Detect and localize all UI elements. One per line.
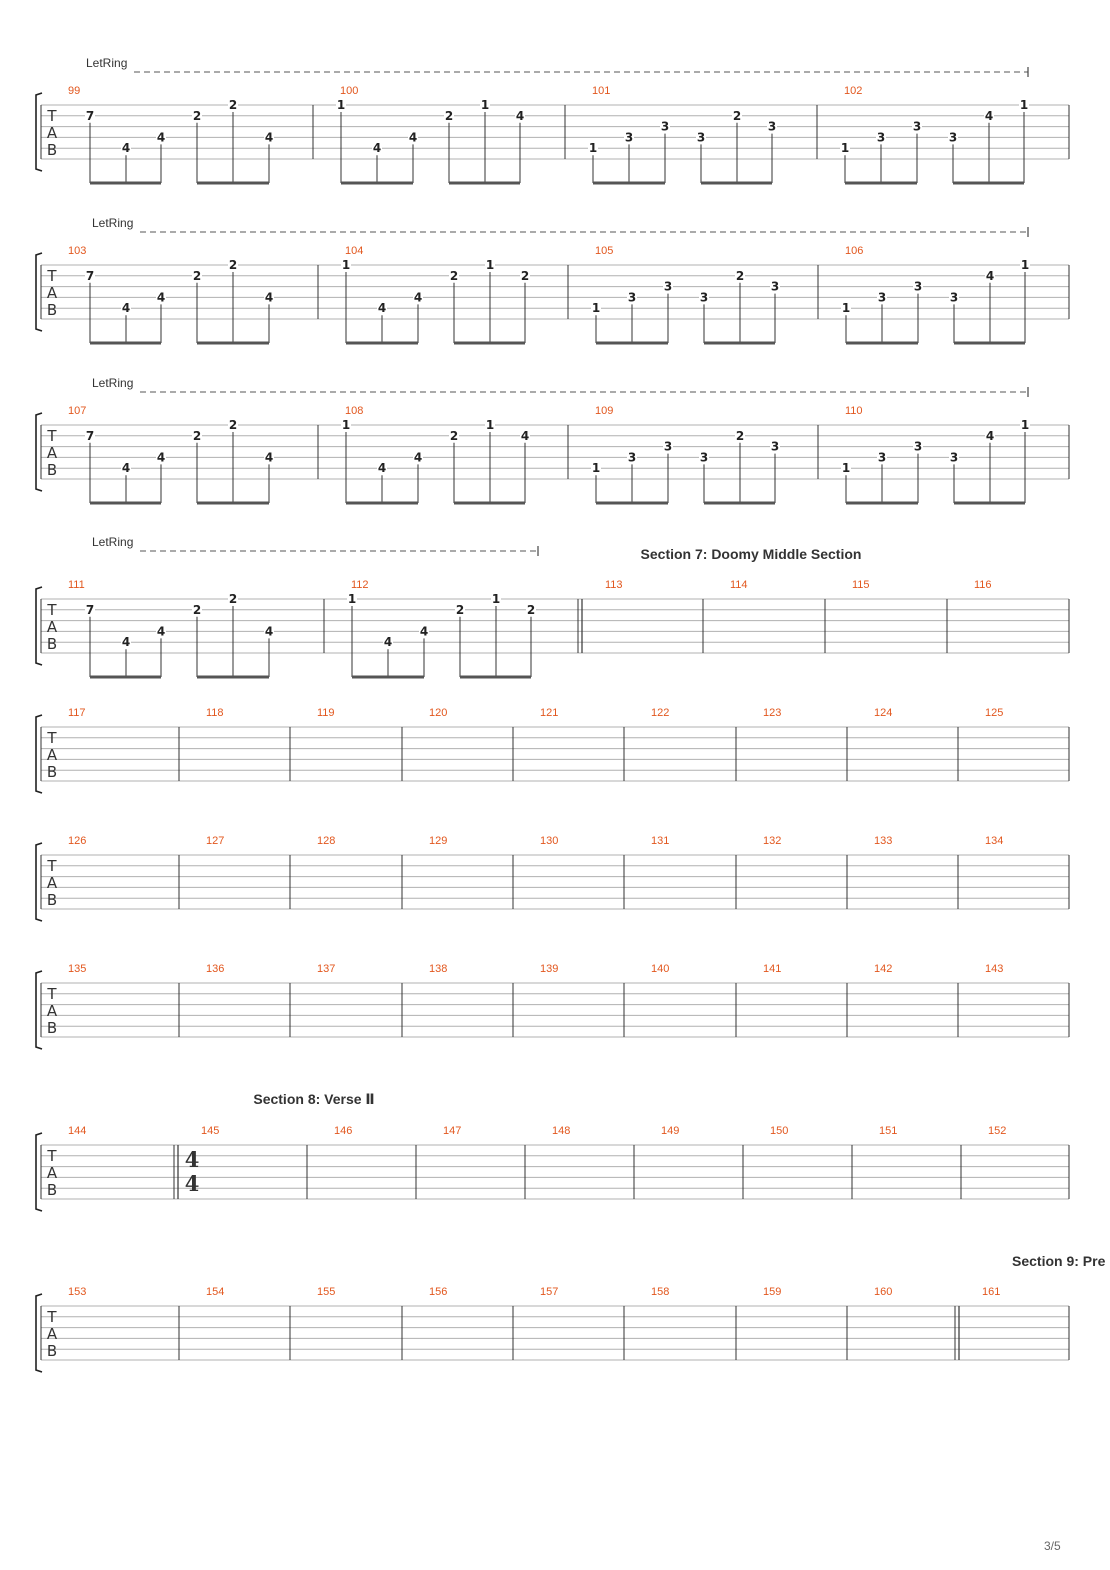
measure-number: 160: [874, 1286, 893, 1298]
fret-number: 4: [372, 141, 382, 156]
measure-number: 112: [351, 579, 369, 591]
fret-number: 1: [591, 301, 601, 316]
fret-number: 4: [985, 268, 995, 283]
fret-number: 1: [591, 461, 601, 476]
fret-number: 1: [841, 301, 851, 316]
measure-number: 137: [317, 963, 336, 975]
measure-number: 113: [605, 579, 623, 591]
measure-number: 136: [206, 963, 225, 975]
tab-clef-letter: T: [47, 427, 57, 445]
measure-number: 120: [429, 707, 448, 719]
section-title: Section 9: Pre: [1012, 1253, 1106, 1269]
tab-clef-letter: B: [46, 461, 58, 479]
fret-number: 2: [735, 428, 745, 443]
fret-number: 3: [663, 439, 673, 454]
fret-number: 4: [377, 461, 387, 476]
section-title: Section 8: Verse Ⅱ: [253, 1091, 375, 1107]
tab-clef-letter: B: [46, 1019, 58, 1037]
fret-number: 1: [480, 98, 490, 112]
measure-number: 129: [429, 835, 448, 847]
measure-number: 110: [845, 405, 863, 417]
fret-number: 4: [985, 428, 995, 443]
measure-number: 106: [845, 245, 864, 257]
measure-number: 156: [429, 1286, 448, 1298]
fret-number: 7: [85, 108, 95, 123]
fret-number: 3: [663, 279, 673, 294]
measure-number: 130: [540, 835, 559, 847]
fret-number: 3: [877, 450, 887, 465]
measure-number: 135: [68, 963, 87, 975]
section-title: Section 7: Doomy Middle Section: [640, 546, 862, 562]
tab-clef-letter: T: [47, 985, 57, 1003]
fret-number: 1: [336, 98, 346, 112]
measure-number: 133: [874, 835, 893, 847]
fret-number: 4: [156, 130, 166, 145]
measure-number: 149: [661, 1125, 680, 1137]
fret-number: 1: [491, 592, 501, 606]
fret-number: 2: [228, 418, 238, 432]
fret-number: 3: [627, 290, 637, 305]
measure-number: 131: [651, 835, 670, 847]
fret-number: 3: [624, 130, 634, 145]
measure-number: 121: [540, 707, 559, 719]
tab-system: [36, 707, 1069, 793]
tab-clef-letter: A: [46, 124, 58, 142]
fret-number: 4: [156, 450, 166, 465]
fret-number: 7: [85, 268, 95, 283]
fret-number: 3: [912, 119, 922, 134]
fret-number: 3: [913, 279, 923, 294]
fret-number: 2: [449, 268, 459, 283]
fret-number: 2: [228, 592, 238, 606]
tab-clef-letter: T: [47, 857, 57, 875]
fret-number: 2: [520, 268, 530, 283]
fret-number: 3: [699, 290, 709, 305]
tab-clef-letter: B: [46, 891, 58, 909]
fret-number: 2: [449, 428, 459, 443]
tab-clef-letter: A: [46, 874, 58, 892]
measure-number: 153: [68, 1286, 87, 1298]
fret-number: 2: [192, 268, 202, 283]
tab-clef-letter: B: [46, 301, 58, 319]
fret-number: 2: [192, 602, 202, 617]
fret-number: 4: [156, 624, 166, 639]
fret-number: 4: [408, 130, 418, 145]
tab-clef-letter: A: [46, 618, 58, 636]
fret-number: 1: [341, 418, 351, 432]
tab-system: [36, 1091, 1069, 1211]
fret-number: 3: [660, 119, 670, 134]
measure-number: 146: [334, 1125, 353, 1137]
measure-number: 126: [68, 835, 87, 847]
measure-number: 145: [201, 1125, 220, 1137]
fret-number: 2: [455, 602, 465, 617]
fret-number: 2: [735, 268, 745, 283]
fret-number: 4: [121, 635, 131, 650]
fret-number: 2: [732, 108, 742, 123]
fret-number: 1: [485, 418, 495, 432]
fret-number: 4: [121, 141, 131, 156]
fret-number: 4: [383, 635, 393, 650]
fret-number: 4: [264, 290, 274, 305]
measure-number: 159: [763, 1286, 782, 1298]
fret-number: 7: [85, 428, 95, 443]
tab-clef-letter: T: [47, 1147, 57, 1165]
fret-number: 4: [984, 108, 994, 123]
measure-number: 114: [730, 579, 748, 591]
tab-clef-letter: T: [47, 107, 57, 125]
measure-number: 140: [651, 963, 670, 975]
tab-clef-letter: B: [46, 1342, 58, 1360]
measure-number: 122: [651, 707, 670, 719]
measure-number: 103: [68, 245, 87, 257]
fret-number: 1: [1020, 418, 1030, 432]
measure-number: 101: [592, 85, 611, 97]
tab-clef-letter: A: [46, 746, 58, 764]
measure-number: 118: [206, 707, 224, 719]
tab-system: [36, 535, 1069, 677]
fret-number: 3: [876, 130, 886, 145]
let-ring-label: LetRing: [92, 535, 134, 549]
tab-system: [36, 1253, 1106, 1372]
measure-number: 161: [982, 1286, 1001, 1298]
fret-number: 7: [85, 602, 95, 617]
measure-number: 155: [317, 1286, 336, 1298]
fret-number: 4: [156, 290, 166, 305]
tab-clef-letter: B: [46, 763, 58, 781]
tab-clef-letter: A: [46, 1002, 58, 1020]
tab-system: [36, 56, 1069, 183]
fret-number: 2: [444, 108, 454, 123]
measure-number: 102: [844, 85, 863, 97]
fret-number: 3: [948, 130, 958, 145]
tab-clef-letter: A: [46, 1164, 58, 1182]
fret-number: 3: [770, 439, 780, 454]
fret-number: 1: [588, 141, 598, 156]
fret-number: 4: [419, 624, 429, 639]
fret-number: 4: [264, 130, 274, 145]
tab-system: [36, 376, 1069, 503]
fret-number: 2: [192, 428, 202, 443]
measure-number: 109: [595, 405, 614, 417]
fret-number: 3: [770, 279, 780, 294]
measure-number: 105: [595, 245, 614, 257]
let-ring-label: LetRing: [92, 216, 134, 230]
tab-clef-letter: B: [46, 635, 58, 653]
measure-number: 151: [879, 1125, 898, 1137]
fret-number: 1: [485, 258, 495, 272]
fret-number: 3: [627, 450, 637, 465]
fret-number: 3: [949, 290, 959, 305]
measure-number: 147: [443, 1125, 462, 1137]
fret-number: 3: [699, 450, 709, 465]
fret-number: 1: [840, 141, 850, 156]
measure-number: 116: [974, 579, 992, 591]
measure-number: 152: [988, 1125, 1007, 1137]
page-number: 3/5: [1044, 1539, 1061, 1553]
tab-clef-letter: T: [47, 267, 57, 285]
tab-clef-letter: A: [46, 1325, 58, 1343]
fret-number: 1: [341, 258, 351, 272]
measure-number: 143: [985, 963, 1004, 975]
tab-clef-letter: A: [46, 284, 58, 302]
fret-number: 2: [228, 98, 238, 112]
measure-number: 119: [317, 707, 335, 719]
fret-number: 2: [526, 602, 536, 617]
fret-number: 2: [228, 258, 238, 272]
tab-system: [36, 835, 1069, 921]
measure-number: 134: [985, 835, 1004, 847]
fret-number: 1: [1020, 258, 1030, 272]
measure-number: 108: [345, 405, 364, 417]
tab-clef-letter: A: [46, 444, 58, 462]
measure-number: 158: [651, 1286, 670, 1298]
time-signature-bottom: 4: [184, 1171, 200, 1196]
fret-number: 4: [413, 450, 423, 465]
tab-system: [36, 216, 1069, 343]
measure-number: 107: [68, 405, 87, 417]
measure-number: 141: [763, 963, 782, 975]
measure-number: 99: [68, 85, 81, 97]
measure-number: 150: [770, 1125, 789, 1137]
measure-number: 123: [763, 707, 782, 719]
fret-number: 4: [413, 290, 423, 305]
tab-clef-letter: T: [47, 1308, 57, 1326]
measure-number: 148: [552, 1125, 571, 1137]
measure-number: 115: [852, 579, 870, 591]
fret-number: 4: [264, 450, 274, 465]
measure-number: 132: [763, 835, 782, 847]
let-ring-label: LetRing: [92, 376, 134, 390]
fret-number: 1: [841, 461, 851, 476]
measure-number: 127: [206, 835, 225, 847]
fret-number: 3: [767, 119, 777, 134]
tab-clef-letter: B: [46, 1181, 58, 1199]
fret-number: 4: [121, 461, 131, 476]
fret-number: 4: [264, 624, 274, 639]
tab-system: [36, 963, 1069, 1049]
measure-number: 100: [340, 85, 359, 97]
tab-clef-letter: T: [47, 729, 57, 747]
tab-clef-letter: B: [46, 141, 58, 159]
fret-number: 1: [1019, 98, 1029, 112]
measure-number: 104: [345, 245, 364, 257]
tab-clef-letter: T: [47, 601, 57, 619]
measure-number: 157: [540, 1286, 559, 1298]
fret-number: 4: [377, 301, 387, 316]
measure-number: 128: [317, 835, 336, 847]
let-ring-label: LetRing: [86, 56, 128, 70]
measure-number: 154: [206, 1286, 225, 1298]
fret-number: 4: [121, 301, 131, 316]
fret-number: 3: [877, 290, 887, 305]
fret-number: 1: [347, 592, 357, 606]
measure-number: 144: [68, 1125, 87, 1137]
measure-number: 111: [68, 579, 85, 591]
fret-number: 3: [913, 439, 923, 454]
fret-number: 4: [520, 428, 530, 443]
measure-number: 138: [429, 963, 448, 975]
fret-number: 3: [949, 450, 959, 465]
measure-number: 139: [540, 963, 559, 975]
fret-number: 4: [515, 108, 525, 123]
fret-number: 2: [192, 108, 202, 123]
measure-number: 125: [985, 707, 1004, 719]
time-signature-top: 4: [184, 1147, 200, 1172]
measure-number: 142: [874, 963, 893, 975]
fret-number: 3: [696, 130, 706, 145]
measure-number: 117: [68, 707, 86, 719]
measure-number: 124: [874, 707, 893, 719]
